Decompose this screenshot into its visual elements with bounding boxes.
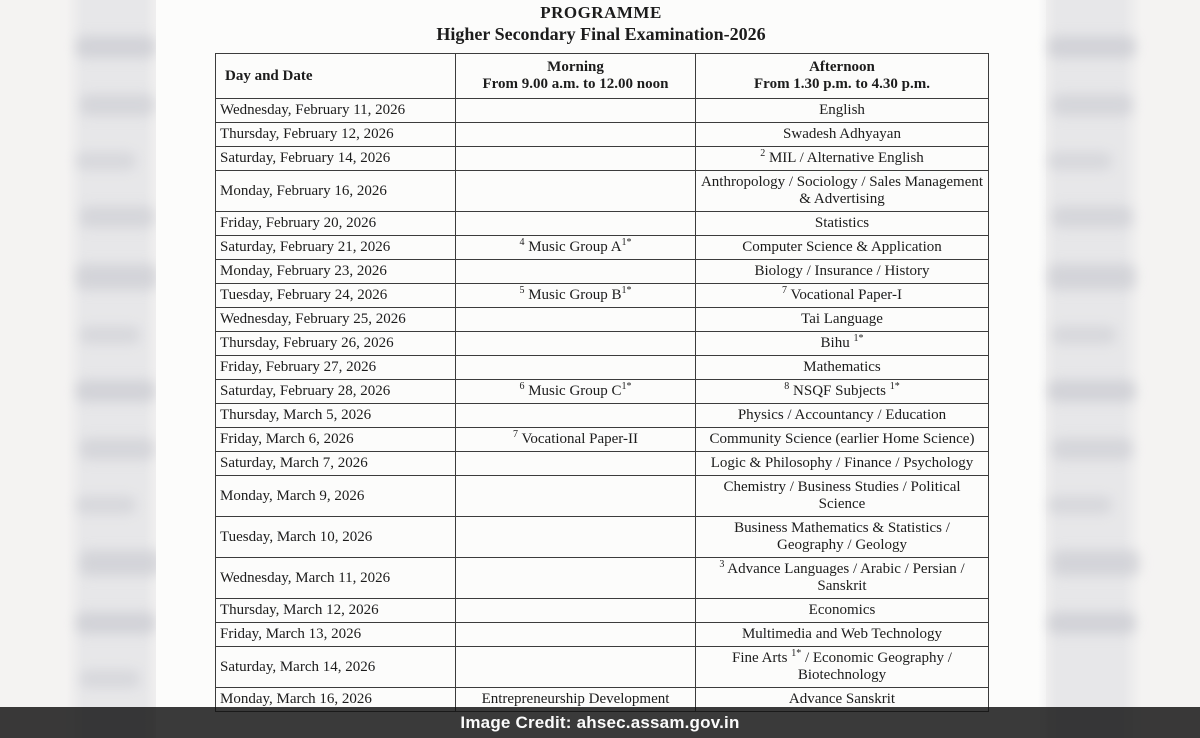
image-credit-bar — [0, 707, 1200, 738]
afternoon-subject-cell: Fine Arts $^{1*}$ / Economic Geography / Biotechnology — [696, 647, 989, 688]
afternoon-subject-cell: Biology / Insurance / History — [696, 260, 989, 284]
morning-subject-cell: $^7$ Vocational Paper-II — [456, 428, 696, 452]
afternoon-subject-cell: $^3$ Advance Languages / Arabic / Persian / Sanskrit — [696, 558, 989, 599]
date-cell: Thursday, March 5, 2026 — [216, 404, 456, 428]
table-row — [216, 356, 989, 380]
date-cell: Monday, March 9, 2026 — [216, 476, 456, 517]
date-cell: Thursday, February 26, 2026 — [216, 332, 456, 356]
afternoon-subject-cell: Statistics — [696, 212, 989, 236]
morning-subject-cell — [456, 99, 696, 123]
date-cell: Saturday, February 21, 2026 — [216, 236, 456, 260]
date-cell: Tuesday, March 10, 2026 — [216, 517, 456, 558]
blur-blob — [1048, 380, 1136, 402]
afternoon-subject-cell: $^7$ Vocational Paper-I — [696, 284, 989, 308]
blur-blob — [76, 380, 156, 402]
table-row — [216, 212, 989, 236]
table-row — [216, 260, 989, 284]
blur-blob — [1052, 550, 1140, 576]
blur-blob — [1052, 94, 1133, 116]
blur-blob — [80, 670, 140, 688]
blur-blob — [80, 94, 155, 116]
date-cell: Monday, March 16, 2026 — [216, 688, 456, 712]
blur-blob — [80, 206, 155, 228]
afternoon-subject-cell: Mathematics — [696, 356, 989, 380]
date-cell: Friday, February 20, 2026 — [216, 212, 456, 236]
date-cell: Friday, February 27, 2026 — [216, 356, 456, 380]
blur-blob — [1052, 326, 1116, 344]
document-title: PROGRAMME — [540, 3, 662, 22]
table-row — [216, 236, 989, 260]
date-cell: Wednesday, March 11, 2026 — [216, 558, 456, 599]
afternoon-subject-cell: Community Science (earlier Home Science) — [696, 428, 989, 452]
afternoon-subject-cell: Economics — [696, 599, 989, 623]
morning-subject-cell — [456, 517, 696, 558]
morning-subject-cell: $^4$ Music Group $A^{1*}$ — [456, 236, 696, 260]
blur-blob — [1048, 152, 1112, 170]
exam-schedule-table — [215, 53, 989, 712]
morning-subject-cell — [456, 356, 696, 380]
table-row — [216, 332, 989, 356]
morning-subject-cell — [456, 123, 696, 147]
afternoon-subject-cell: Physics / Accountancy / Education — [696, 404, 989, 428]
morning-subject-cell: $^6$ Music Group $C^{1*}$ — [456, 380, 696, 404]
blur-blob — [76, 496, 136, 514]
blur-blob — [80, 550, 162, 576]
afternoon-subject-cell: Computer Science & Application — [696, 236, 989, 260]
afternoon-subject-cell: $^2$ MIL / Alternative English — [696, 147, 989, 171]
morning-subject-cell — [456, 332, 696, 356]
morning-subject-cell — [456, 147, 696, 171]
col-header-morning — [456, 54, 696, 99]
blur-blob — [1048, 36, 1136, 58]
left-blur-artifact — [66, 0, 162, 738]
morning-subject-cell: $^5$ Music Group $B^{1*}$ — [456, 284, 696, 308]
blur-blob — [76, 612, 156, 634]
table-row — [216, 171, 989, 212]
morning-header-time: From 9.00 a.m. to 12.00 noon — [482, 76, 669, 92]
afternoon-subject-cell: Bihu $^{1*}$ — [696, 332, 989, 356]
table-row — [216, 308, 989, 332]
table-header-row — [216, 54, 989, 99]
morning-subject-cell — [456, 452, 696, 476]
blur-blob — [76, 152, 136, 170]
afternoon-subject-cell: Tai Language — [696, 308, 989, 332]
morning-subject-cell — [456, 476, 696, 517]
afternoon-subject-cell: Anthropology / Sociology / Sales Management & Advertising — [696, 171, 989, 212]
table-row — [216, 476, 989, 517]
date-cell: Wednesday, February 25, 2026 — [216, 308, 456, 332]
morning-subject-cell — [456, 623, 696, 647]
table-row — [216, 284, 989, 308]
table-row — [216, 428, 989, 452]
date-cell: Thursday, February 12, 2026 — [216, 123, 456, 147]
blur-blob — [80, 438, 155, 460]
date-cell: Monday, February 16, 2026 — [216, 171, 456, 212]
table-row — [216, 599, 989, 623]
morning-subject-cell — [456, 404, 696, 428]
table-row — [216, 517, 989, 558]
blur-blob — [76, 264, 158, 290]
document-title-block — [156, 3, 1046, 45]
date-cell: Monday, February 23, 2026 — [216, 260, 456, 284]
table-row — [216, 99, 989, 123]
date-cell: Saturday, February 28, 2026 — [216, 380, 456, 404]
morning-subject-cell — [456, 599, 696, 623]
table-row — [216, 558, 989, 599]
afternoon-subject-cell: Multimedia and Web Technology — [696, 623, 989, 647]
date-cell: Wednesday, February 11, 2026 — [216, 99, 456, 123]
table-row — [216, 647, 989, 688]
blur-blob — [1052, 438, 1133, 460]
blur-blob — [80, 326, 140, 344]
afternoon-subject-cell: Business Mathematics & Statistics / Geography / Geology — [696, 517, 989, 558]
date-cell: Saturday, March 14, 2026 — [216, 647, 456, 688]
morning-subject-cell — [456, 558, 696, 599]
table-row — [216, 147, 989, 171]
date-cell: Saturday, March 7, 2026 — [216, 452, 456, 476]
col-header-day-date: Day and Date — [216, 54, 456, 99]
morning-header-title: Morning — [547, 59, 604, 75]
blur-blob — [1052, 206, 1133, 228]
table-row — [216, 623, 989, 647]
afternoon-subject-cell: Swadesh Adhyayan — [696, 123, 989, 147]
blur-blob — [76, 36, 156, 58]
morning-subject-cell — [456, 647, 696, 688]
date-cell: Friday, March 6, 2026 — [216, 428, 456, 452]
afternoon-subject-cell: Logic & Philosophy / Finance / Psychology — [696, 452, 989, 476]
table-row — [216, 380, 989, 404]
morning-subject-cell — [456, 212, 696, 236]
afternoon-subject-cell: Chemistry / Business Studies / Political Science — [696, 476, 989, 517]
morning-subject-cell — [456, 308, 696, 332]
document-subtitle: Higher Secondary Final Examination-2026 — [436, 24, 766, 44]
right-blur-artifact — [1038, 0, 1142, 738]
col-header-afternoon — [696, 54, 989, 99]
date-cell: Saturday, February 14, 2026 — [216, 147, 456, 171]
date-cell: Friday, March 13, 2026 — [216, 623, 456, 647]
afternoon-subject-cell: $^8$ NSQF Subjects $^{1*}$ — [696, 380, 989, 404]
document-page — [156, 0, 1046, 738]
image-credit-text: Image Credit: ahsec.assam.gov.in — [460, 712, 740, 732]
blur-blob — [1048, 612, 1136, 634]
blur-blob — [1048, 264, 1136, 290]
blur-blob — [1048, 496, 1112, 514]
morning-subject-cell — [456, 260, 696, 284]
afternoon-header-time: From 1.30 p.m. to 4.30 p.m. — [754, 76, 930, 92]
table-row — [216, 452, 989, 476]
afternoon-header-title: Afternoon — [809, 59, 875, 75]
afternoon-subject-cell: Advance Sanskrit — [696, 688, 989, 712]
morning-subject-cell — [456, 171, 696, 212]
afternoon-subject-cell: English — [696, 99, 989, 123]
date-cell: Tuesday, February 24, 2026 — [216, 284, 456, 308]
table-row — [216, 404, 989, 428]
morning-subject-cell: Entrepreneurship Development — [456, 688, 696, 712]
date-cell: Thursday, March 12, 2026 — [216, 599, 456, 623]
table-row — [216, 123, 989, 147]
